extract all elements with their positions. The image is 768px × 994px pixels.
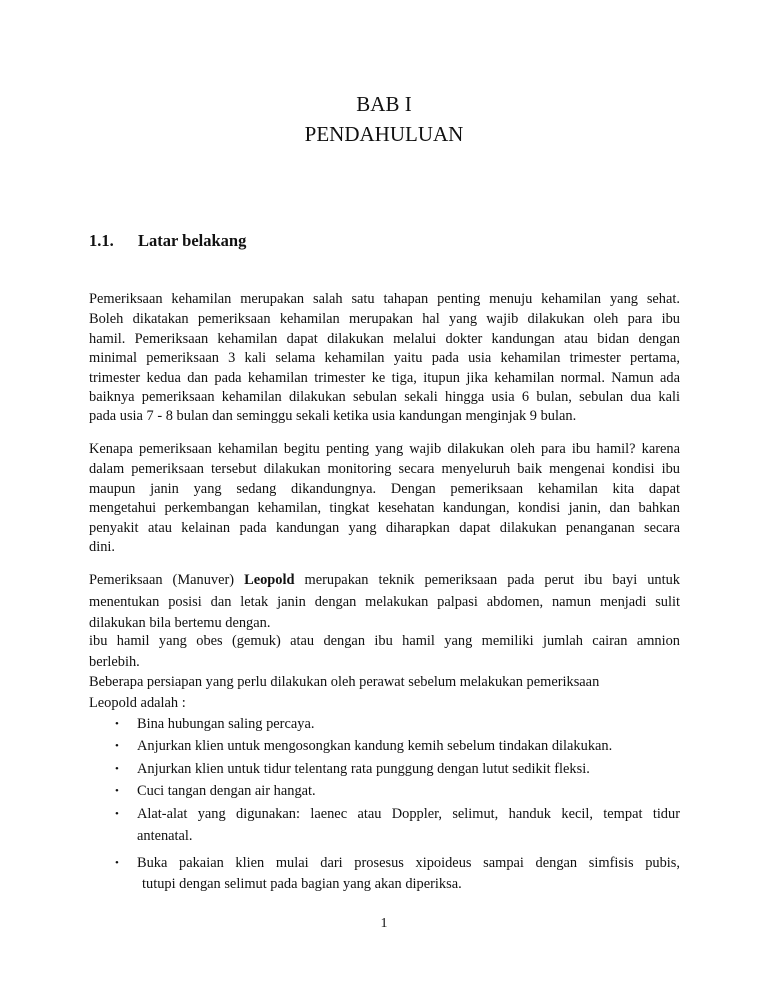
list-item-text: Buka pakaian klien mulai dari prosesus xipoideus sampai dengan simfisis pubis,	[137, 855, 680, 871]
list-item-text: Anjurkan klien untuk tidur telentang rata punggung dengan lutut sedikit fleksi.	[137, 761, 590, 777]
list-item-text: Alat-alat yang digunakan: laenec atau Doppler, selimut, handuk kecil, tempat tidur	[137, 806, 680, 822]
paragraph1-line: baiknya pemeriksaan kehamilan dilakukan sebulan sekali hingga usia 6 bulan, sebulan dua kali	[89, 389, 680, 405]
paragraph2-line: dalam pemeriksaan tersebut dilakukan monitoring secara menyeluruh baik mengenai kondisi ibu	[89, 461, 680, 477]
paragraph3-line: dilakukan bila bertemu dengan.	[89, 615, 271, 631]
paragraph1-line: Boleh dikatakan pemeriksaan kehamilan merupakan hal yang wajib dilakukan oleh para ibu	[89, 311, 680, 327]
list-item-text: tutupi dengan selimut pada bagian yang akan diperiksa.	[142, 876, 462, 892]
paragraph1-line: Pemeriksaan kehamilan merupakan salah satu tahapan penting menuju kehamilan yang sehat.	[89, 291, 680, 307]
page-number: 1	[380, 916, 388, 931]
paragraph4-line: berlebih.	[89, 654, 140, 670]
section-title: Latar belakang	[138, 231, 247, 250]
paragraph3-line: menentukan posisi dan letak janin dengan melakukan palpasi abdomen, namun menjadi sulit	[89, 594, 680, 610]
leopold-term: Leopold	[244, 572, 295, 588]
list-item-text: Cuci tangan dengan air hangat.	[137, 783, 316, 799]
bullet-icon: •	[115, 763, 119, 775]
section-number: 1.1.	[89, 231, 114, 250]
bullet-icon: •	[115, 740, 119, 752]
bullet-icon: •	[115, 857, 119, 869]
chapter-title: PENDAHULUAN	[304, 122, 464, 146]
paragraph5-line: Beberapa persiapan yang perlu dilakukan oleh perawat sebelum melakukan pemeriksaan	[89, 674, 600, 690]
paragraph2-line: Kenapa pemeriksaan kehamilan begitu penting yang wajib dilakukan oleh para ibu hamil? karena	[89, 441, 680, 457]
paragraph1-line: pada usia 7 - 8 bulan dan seminggu sekali ketika usia kandungan menginjak 9 bulan.	[89, 408, 577, 424]
paragraph1-line: hamil. Pemeriksaan kehamilan dapat dilakukan melalui dokter kandungan atau bidan dengan	[89, 331, 680, 347]
list-item-text: Anjurkan klien untuk mengosongkan kandung kemih sebelum tindakan dilakukan.	[137, 738, 613, 754]
list-item-text: Bina hubungan saling percaya.	[137, 716, 315, 732]
paragraph5-line: Leopold adalah :	[89, 695, 186, 711]
paragraph2-line: penyakit atau kelainan pada kandungan yang diharapkan dapat dilakukan penanganan secara	[89, 520, 680, 536]
paragraph3-text: Pemeriksaan (Manuver)	[89, 572, 235, 588]
paragraph2-line: maupun janin yang sedang dikandungnya. Dengan pemeriksaan kehamilan kita dapat	[89, 481, 680, 497]
bullet-icon: •	[115, 808, 119, 820]
paragraph1-line: trimester kedua dan pada kehamilan trimester ke tiga, itupun jika kehamilan normal. Namun ada	[89, 370, 680, 386]
paragraph3-line	[89, 572, 680, 589]
list-item-text: antenatal.	[137, 828, 193, 844]
paragraph1-line: minimal pemeriksaan 3 kali selama kehamilan yaitu pada usia kehamilan trimester pertama,	[89, 350, 680, 366]
bullet-icon: •	[115, 785, 119, 797]
paragraph2-line: dini.	[89, 539, 115, 555]
paragraph3-text: merupakan teknik pemeriksaan pada perut ibu bayi untuk	[304, 572, 680, 588]
paragraph4-line: ibu hamil yang obes (gemuk) atau dengan ibu hamil yang memiliki jumlah cairan amnion	[89, 633, 680, 649]
section-heading	[89, 231, 246, 251]
paragraph2-line: mengetahui perkembangan kehamilan, tingkat kesehatan kandungan, kondisi janin, dan bahkan	[89, 500, 680, 516]
chapter-label: BAB I	[356, 92, 412, 116]
bullet-icon: •	[115, 718, 119, 730]
